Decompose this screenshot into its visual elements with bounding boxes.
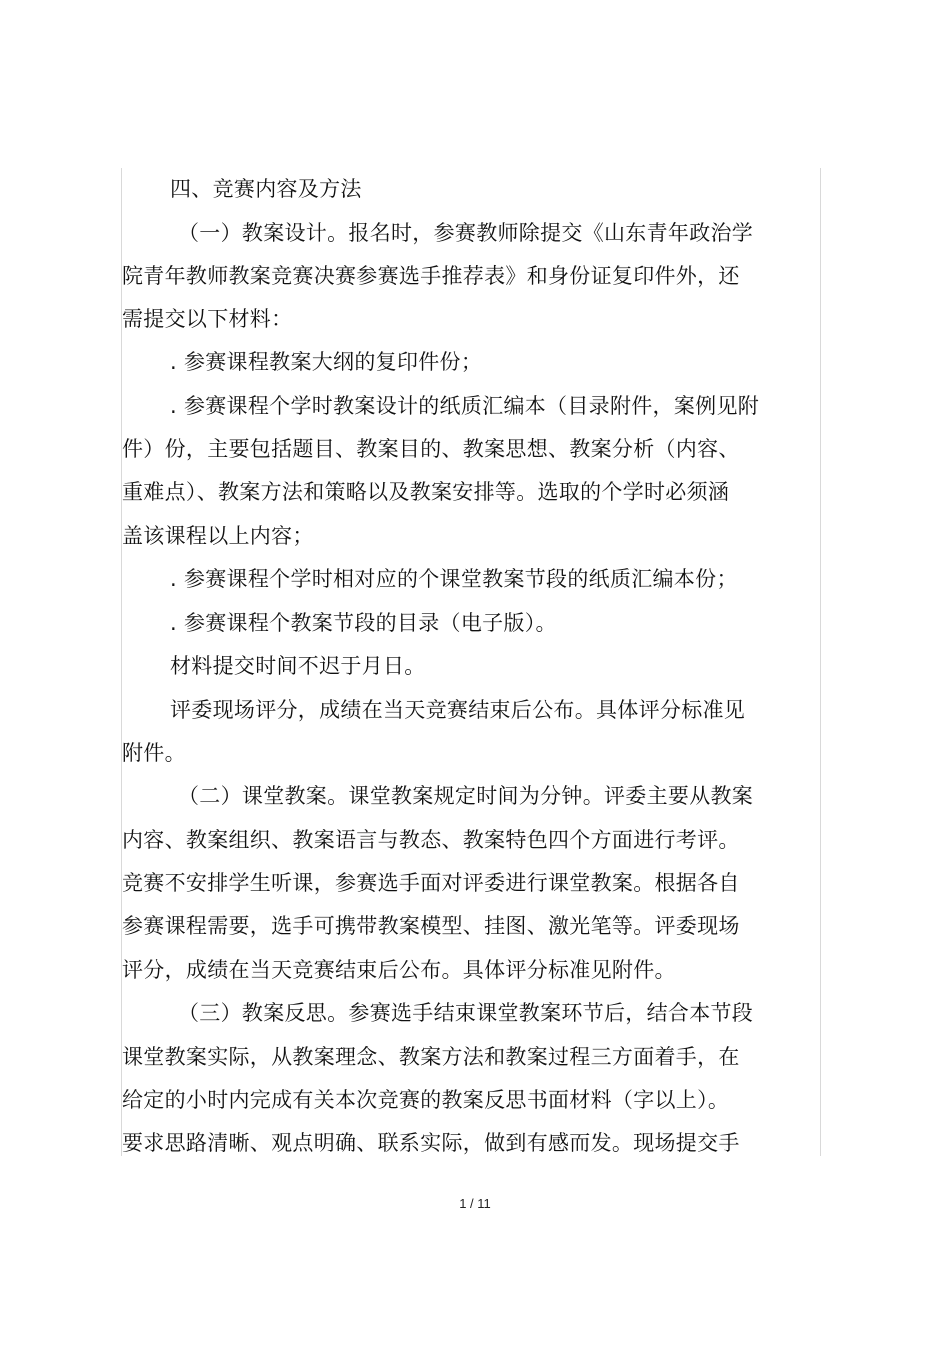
section-heading: 四、竞赛内容及方法 <box>170 177 362 201</box>
paragraph-line: 给定的小时内完成有关本次竞赛的教案反思书面材料（字以上）。 <box>122 1088 730 1112</box>
paragraph-line: （三）教案反思。参赛选手结束课堂教案环节后，结合本节段 <box>178 1001 754 1025</box>
paragraph-line: 内容、教案组织、教案语言与教态、教案特色四个方面进行考评。 <box>122 828 740 852</box>
paragraph-line: 附件。 <box>122 741 186 765</box>
list-item: . 参赛课程个教案节段的目录（电子版）。 <box>170 611 557 635</box>
list-item: . 参赛课程个学时相对应的个课堂教案节段的纸质汇编本份； <box>170 567 738 591</box>
paragraph-line: （一）教案设计。报名时，参赛教师除提交《山东青年政治学 <box>178 221 754 245</box>
paragraph-line: 件）份，主要包括题目、教案目的、教案思想、教案分析（内容、 <box>122 437 740 461</box>
paragraph-line: 重难点）、教案方法和策略以及教案安排等。选取的个学时必须涵 <box>122 480 730 504</box>
list-item: . 参赛课程教案大纲的复印件份； <box>170 350 483 374</box>
page-number: 1 / 11 <box>459 1196 491 1211</box>
paragraph-line: 评委现场评分，成绩在当天竞赛结束后公布。具体评分标准见 <box>170 698 746 722</box>
page-border-right <box>820 168 821 1156</box>
paragraph-line: （二）课堂教案。课堂教案规定时间为分钟。评委主要从教案 <box>178 784 754 808</box>
paragraph-line: 院青年教师教案竞赛决赛参赛选手推荐表》和身份证复印件外，还 <box>122 264 740 288</box>
paragraph-line: 课堂教案实际，从教案理念、教案方法和教案过程三方面着手，在 <box>122 1045 740 1069</box>
paragraph-line: 需提交以下材料： <box>122 307 293 331</box>
paragraph-line: 材料提交时间不迟于月日。 <box>170 654 426 678</box>
paragraph-line: 盖该课程以上内容； <box>122 524 314 548</box>
paragraph-line: 竞赛不安排学生听课，参赛选手面对评委进行课堂教案。根据各自 <box>122 871 740 895</box>
paragraph-line: 要求思路清晰、观点明确、联系实际，做到有感而发。现场提交手 <box>122 1131 740 1155</box>
paragraph-line: 参赛课程需要，选手可携带教案模型、挂图、激光笔等。评委现场 <box>122 914 740 938</box>
paragraph-line: 评分，成绩在当天竞赛结束后公布。具体评分标准见附件。 <box>122 958 676 982</box>
list-item: . 参赛课程个学时教案设计的纸质汇编本（目录附件，案例见附 <box>170 394 760 418</box>
